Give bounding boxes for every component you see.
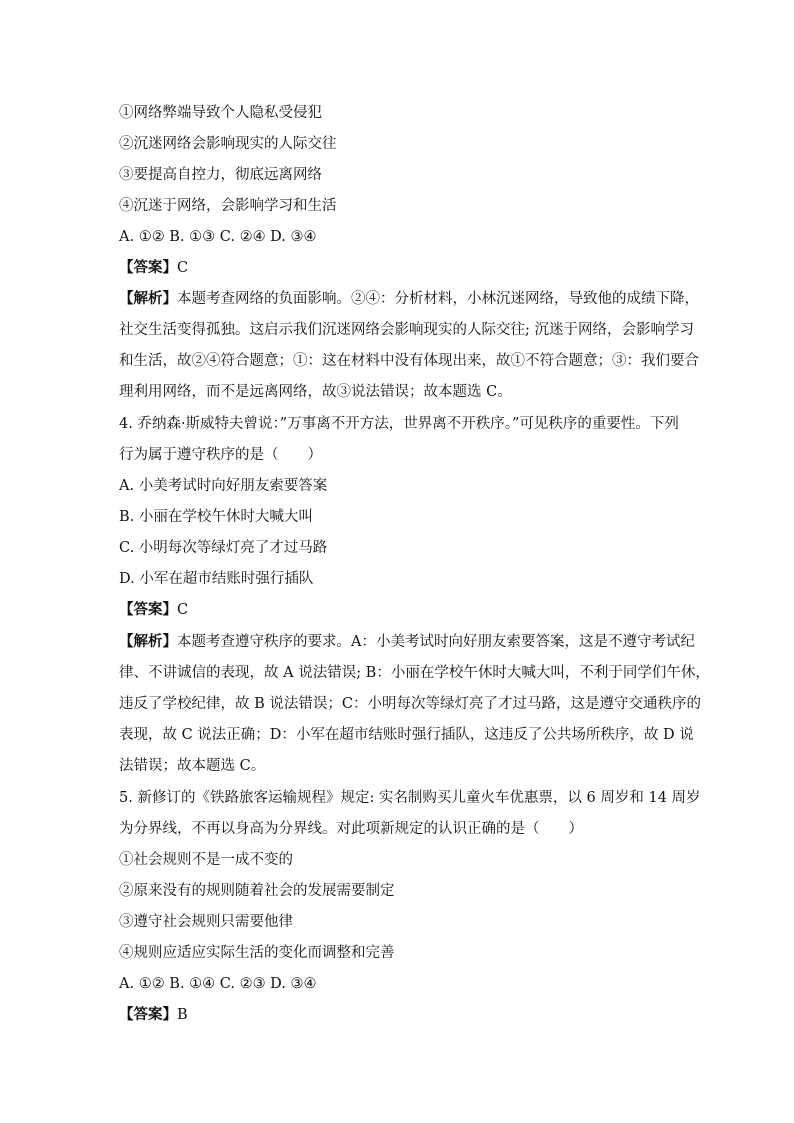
q5-stem: 为分界线，不再以身高为分界线。对此项新规定的认识正确的是（ ） [119, 821, 583, 837]
answer-tag: 【答案】 [119, 1006, 177, 1023]
q3-option-2: ②沉迷网络会影响现实的人际交往 [119, 136, 337, 152]
q5-stem: 5. 新修订的《铁路旅客运输规程》规定: 实名制购买儿童火车优惠票，以 6 周岁和 14 周岁 [119, 790, 701, 806]
q4-stem: 行为属于遵守秩序的是（ ） [119, 447, 322, 463]
analysis-tag: 【解析】 [119, 290, 177, 307]
q4-analysis-line [119, 632, 694, 652]
q3-analysis-line [119, 289, 699, 309]
q3-option-3: ③要提高自控力，彻底远离网络 [119, 167, 322, 183]
q4-stem: 4. 乔纳森·斯威特夫曾说：”万事离不开方法，世界离不开秩序。”可见秩序的重要性。下列 [119, 416, 679, 432]
answer-value: C [177, 260, 189, 276]
q4-answer [119, 600, 694, 620]
q4-option-b: B. 小丽在学校午休时大喊大叫 [119, 509, 313, 525]
q3-choices: A. ①② B. ①③ C. ②④ D. ③④ [119, 229, 317, 245]
q3-option-4: ④沉迷于网络，会影响学习和生活 [119, 198, 337, 214]
q3-answer [119, 258, 694, 278]
answer-tag: 【答案】 [119, 601, 177, 618]
analysis-text: 本题考查遵守秩序的要求。A：小美考试时向好朋友索要答案，这是不遵守考试纪 [177, 634, 695, 650]
q4-analysis-line: 律、不讲诚信的表现，故 A 说法错误; B：小丽在学校午休时大喊大叫，不利于同学们午休， [119, 665, 710, 681]
q5-choices: A. ①② B. ①④ C. ②③ D. ③④ [119, 976, 317, 992]
q5-answer [119, 1005, 694, 1025]
q4-option-d: D. 小军在超市结账时强行插队 [119, 571, 314, 587]
q3-analysis-line: 和生活，故②④符合题意；①：这在材料中没有体现出来，故①不符合题意；③：我们要合 [119, 353, 699, 369]
q3-analysis-line: 理利用网络，而不是远离网络，故③说法错误；故本题选 C。 [119, 384, 512, 400]
q3-analysis-line: 社交生活变得孤独。这启示我们沉迷网络会影响现实的人际交往; 沉迷于网络，会影响学习 [119, 322, 694, 338]
analysis-tag: 【解析】 [119, 633, 177, 650]
q4-analysis-line: 违反了学校纪律，故 B 说法错误；C：小明每次等绿灯亮了才过马路，这是遵守交通秩序的 [119, 696, 701, 712]
q5-option-1: ①社会规则不是一成不变的 [119, 852, 293, 868]
q5-option-2: ②原来没有的规则随着社会的发展需要制定 [119, 883, 395, 899]
q3-option-1: ①网络弊端导致个人隐私受侵犯 [119, 105, 322, 121]
q5-option-4: ④规则应适应实际生活的变化而调整和完善 [119, 945, 395, 961]
answer-value: B [177, 1007, 188, 1023]
q5-option-3: ③遵守社会规则只需要他律 [119, 914, 293, 930]
answer-value: C [177, 602, 189, 618]
q4-option-c: C. 小明每次等绿灯亮了才过马路 [119, 540, 328, 556]
q4-option-a: A. 小美考试时向好朋友索要答案 [119, 478, 328, 494]
answer-tag: 【答案】 [119, 259, 177, 276]
q4-analysis-line: 表现，故 C 说法正确；D：小军在超市结账时强行插队，这违反了公共场所秩序，故 D 说 [119, 727, 694, 743]
q4-analysis-line: 法错误；故本题选 C。 [119, 758, 266, 774]
analysis-text: 本题考查网络的负面影响。②④：分析材料，小林沉迷网络，导致他的成绩下降， [177, 291, 699, 307]
